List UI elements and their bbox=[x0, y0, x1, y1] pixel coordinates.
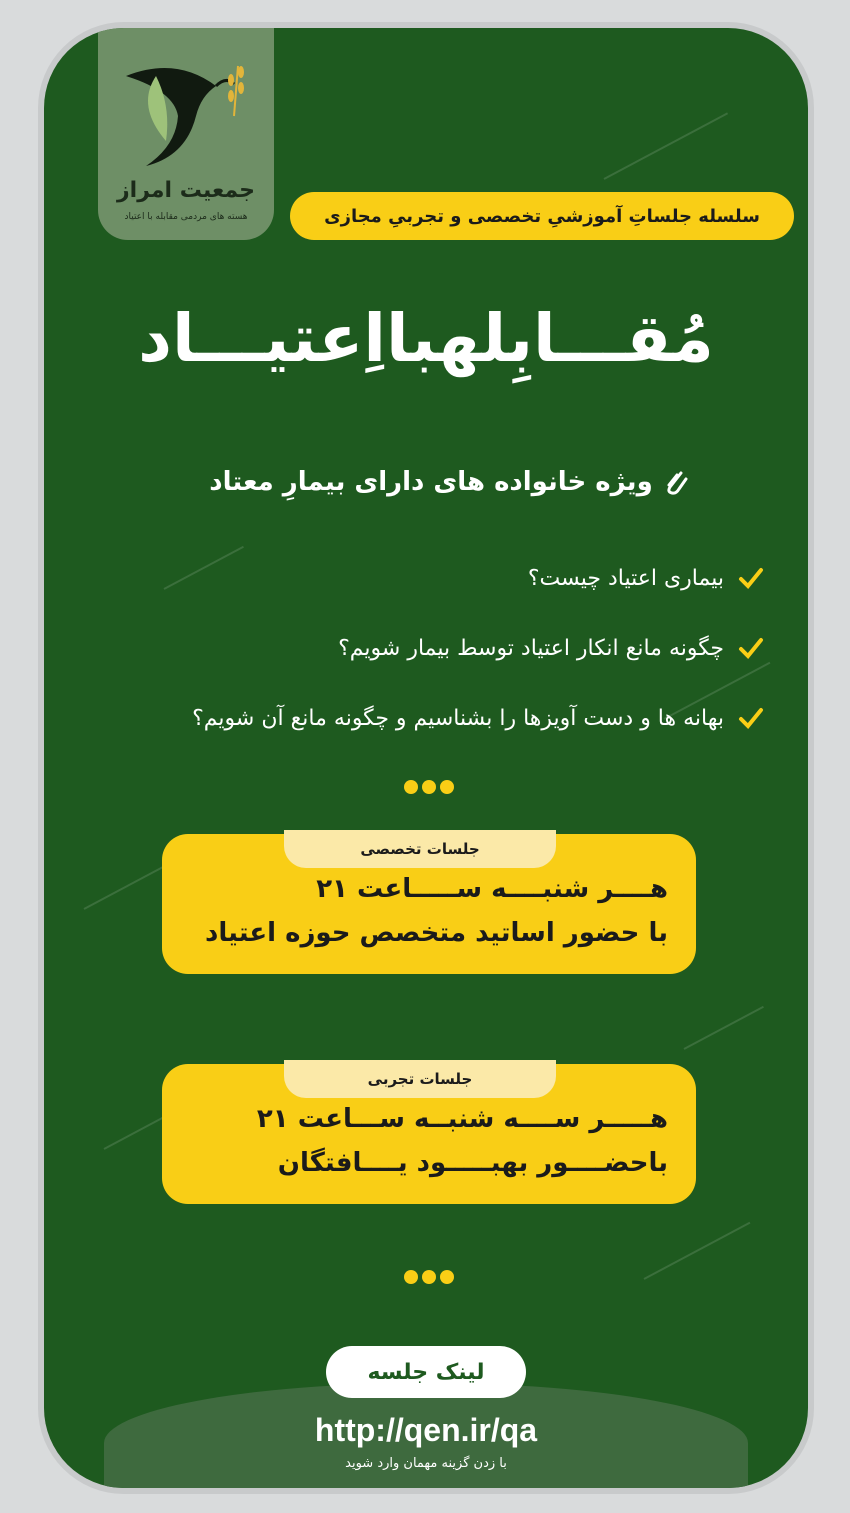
page-title: مُقـــابِلهبااِعتیـــاد bbox=[138, 300, 714, 377]
check-icon bbox=[738, 637, 764, 659]
list-item bbox=[64, 698, 764, 738]
session-tab: جلسات تخصصی bbox=[284, 830, 556, 868]
dove-wheat-icon bbox=[116, 46, 256, 176]
dots-divider bbox=[399, 780, 459, 798]
session-card-specialist bbox=[162, 834, 696, 974]
decor-streak bbox=[684, 1006, 764, 1050]
session-schedule: هـــــر ســــه شنبــه ســـاعت ۲۱ bbox=[256, 1104, 668, 1134]
decor-streak bbox=[644, 1222, 751, 1280]
decor-streak bbox=[604, 112, 729, 179]
check-icon bbox=[738, 707, 764, 729]
session-description: باحضــــور بهبـــــود یــــافتگان bbox=[277, 1148, 668, 1178]
session-link-button[interactable]: لینک جلسه bbox=[326, 1346, 526, 1398]
question-text: چگونه مانع انکار اعتیاد توسط بیمار شویم؟ bbox=[338, 635, 724, 661]
series-label: سلسله جلساتِ آموزشیِ تخصصی و تجربیِ مجازی bbox=[290, 192, 794, 240]
question-text: بهانه ها و دست آویزها را بشناسیم و چگونه مانع آن شویم؟ bbox=[192, 705, 724, 731]
brand-subtitle: هسته های مردمی مقابله با اعتیاد bbox=[124, 212, 248, 222]
subtitle-row bbox=[144, 462, 754, 502]
session-schedule: هــــر شنبــــه ســـــاعت ۲۱ bbox=[316, 874, 668, 904]
subtitle: ویژه خانواده های دارای بیمارِ معتاد bbox=[209, 467, 653, 497]
brand-logo bbox=[98, 28, 274, 240]
list-item bbox=[64, 558, 764, 598]
session-description: با حضور اساتید متخصص حوزه اعتیاد bbox=[205, 918, 668, 948]
poster-card bbox=[44, 28, 808, 1488]
dots-divider bbox=[399, 1270, 459, 1288]
paperclip-icon bbox=[663, 467, 689, 497]
session-card-experience bbox=[162, 1064, 696, 1204]
session-tab: جلسات تجربی bbox=[284, 1060, 556, 1098]
guest-note: با زدن گزینه مهمان وارد شوید bbox=[345, 1456, 507, 1471]
list-item bbox=[64, 628, 764, 668]
brand-name: جمعیت امراز bbox=[116, 178, 255, 203]
session-url-link[interactable]: http://qen.ir/qa bbox=[314, 1412, 538, 1448]
check-icon bbox=[738, 567, 764, 589]
question-text: بیماری اعتیاد چیست؟ bbox=[527, 565, 724, 591]
